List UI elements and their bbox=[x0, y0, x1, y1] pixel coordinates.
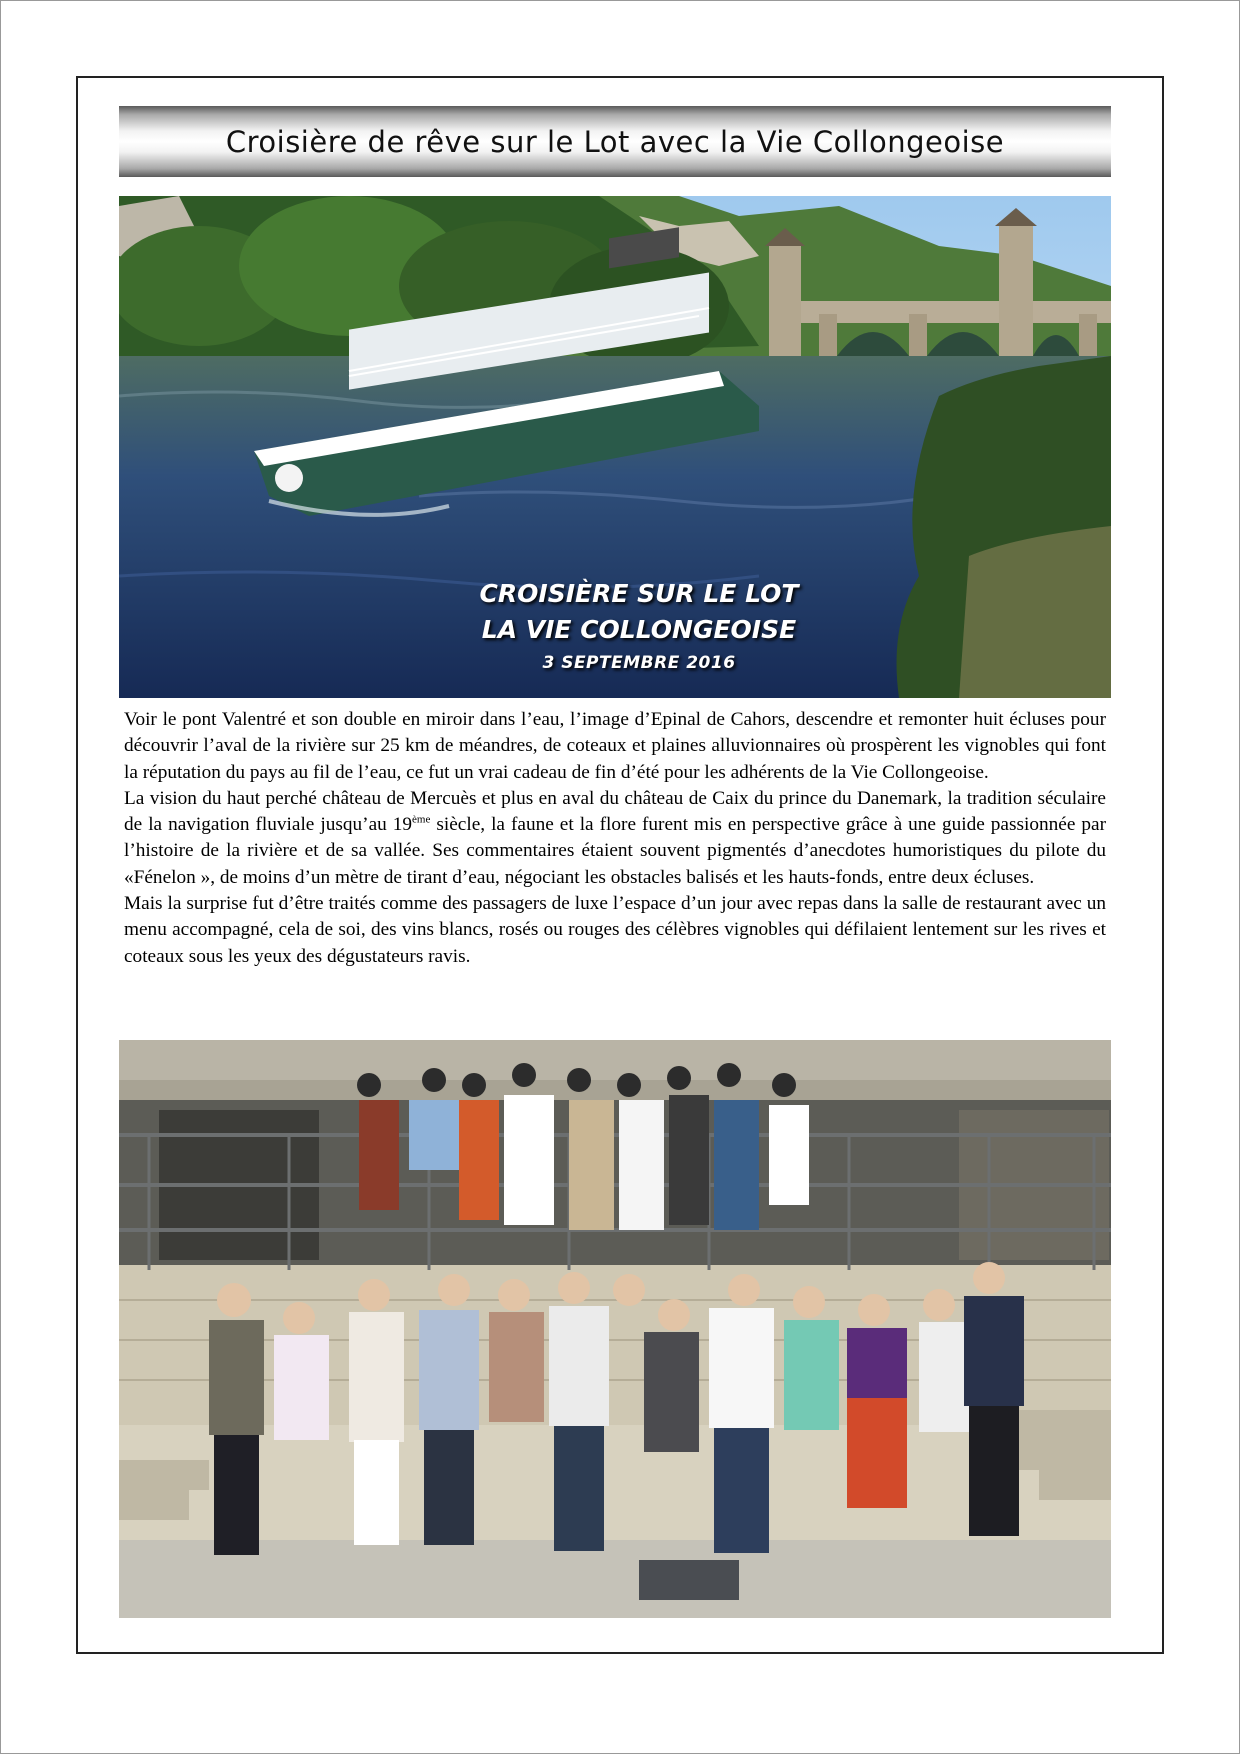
title-banner bbox=[119, 106, 1111, 177]
group-photo bbox=[119, 1040, 1111, 1618]
photo-caption bbox=[469, 576, 809, 678]
paragraph-2-end: siècle, la faune et la flore furent mis en perspective grâce à une guide passionnée par l’histoire de la rivière et de sa vallée. Ses commentaires étaient souvent pigmentés d’anecdotes humoristiques du pilote du «Fénelon », de moins d’un mètre de tirant d’eau, négociant les obstacles balisés et les hauts-fonds, entre deux écluses. bbox=[124, 814, 1106, 888]
caption-date: 3 SEPTEMBRE 2016 bbox=[542, 653, 736, 673]
article-paragraph-2 bbox=[124, 786, 1106, 891]
group-photo-illustration bbox=[119, 1040, 1111, 1618]
superscript-eme: ème bbox=[412, 813, 431, 826]
article-body bbox=[124, 707, 1106, 970]
cruise-boat-photo bbox=[119, 196, 1111, 698]
article-paragraph-1: Voir le pont Valentré et son double en miroir dans l’eau, l’image d’Epinal de Cahors, descendre et remonter huit écluses pour découvrir l’aval de la rivière sur 25 km de méandres, de coteaux et plaines alluvionnaires où prospèrent les vignobles qui font la réputation du pays au fil de l’eau, ce fut un vrai cadeau de fin d’été pour les adhérents de la Vie Collongeoise. bbox=[124, 709, 1106, 783]
page-title: Croisière de rêve sur le Lot avec la Vie Collongeoise bbox=[225, 124, 1005, 159]
article-paragraph-3: Mais la surprise fut d’être traités comme des passagers de luxe l’espace d’un jour avec repas dans la salle de restaurant avec un menu accompagné, cela de soi, des vins blancs, rosés ou rouges des célèbres vignobles qui défilaient lentement sur les rives et coteaux sous les yeux des dégustateurs ravis. bbox=[124, 893, 1106, 967]
caption-line-2: LA VIE COLLONGEOISE bbox=[481, 615, 797, 644]
paragraph-2-start: La vision du haut perché château de Mercuès et plus en aval du château de Caix du prince du Danemark, la tradition séculaire de la navigation fluviale jusqu’au 19 bbox=[124, 787, 1106, 836]
caption-line-1: CROISIÈRE SUR LE LOT bbox=[479, 579, 799, 608]
